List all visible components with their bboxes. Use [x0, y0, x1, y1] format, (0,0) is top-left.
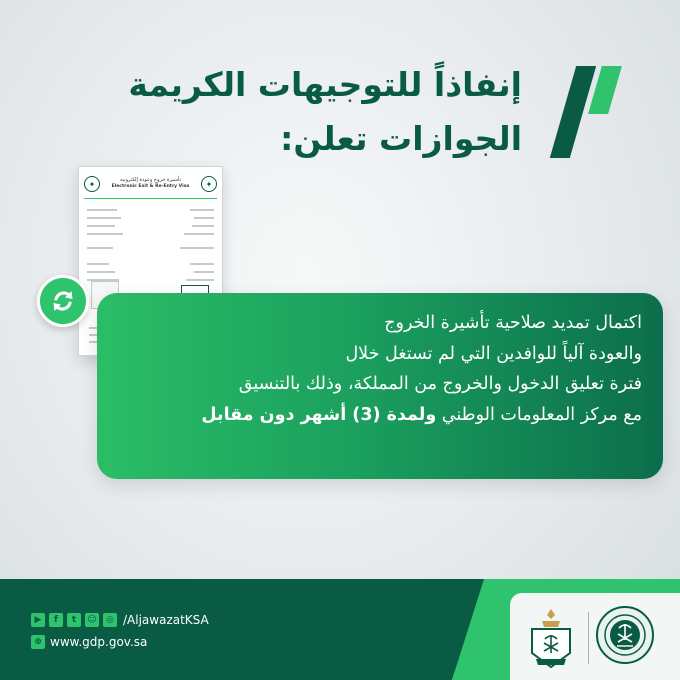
twitter-icon[interactable]: t	[67, 613, 81, 627]
palm-swords-icon: ✦	[84, 176, 100, 192]
message-line-2: والعودة آلياً للوافدين التي لم تستغل خلال	[345, 343, 642, 364]
emblem-icon: ✦	[201, 176, 217, 192]
message-line-3: فترة تعليق الدخول والخروج من المملكة، وذلك بالتنسيق	[238, 374, 642, 394]
jawazat-logo	[522, 607, 580, 673]
message-line-4-bold: ولمدة (3) أشهر دون مقابل	[201, 404, 437, 425]
refresh-icon	[37, 275, 89, 327]
logo-divider	[588, 612, 589, 664]
message-line-4	[142, 400, 642, 431]
social-links	[31, 612, 209, 628]
youtube-icon[interactable]: ▶	[31, 613, 45, 627]
instagram-icon[interactable]: ◎	[103, 613, 117, 627]
headline-line-2: الجوازات تعلن:	[280, 119, 522, 158]
globe-icon: ⊕	[31, 635, 45, 649]
website-row	[31, 634, 147, 650]
snapchat-icon[interactable]: ☺	[85, 613, 99, 627]
message-text	[142, 308, 642, 430]
message-line-1: اكتمال تمديد صلاحية تأشيرة الخروج	[384, 313, 642, 333]
visa-title-ar: تأشيرة خروج وعودة إلكترونية	[119, 177, 181, 184]
facebook-icon[interactable]: f	[49, 613, 63, 627]
visa-header	[79, 171, 222, 197]
visa-separator	[84, 198, 217, 199]
ministry-emblem	[596, 606, 654, 664]
footer-band	[0, 579, 486, 680]
headline	[92, 58, 522, 166]
message-line-4-regular: مع مركز المعلومات الوطني	[441, 404, 642, 425]
headline-line-1: إنفاذاً للتوجيهات الكريمة	[128, 65, 522, 104]
visa-title-en: Electronic Exit & Re-Entry Visa	[111, 184, 190, 190]
website-link[interactable]: www.gdp.gov.sa	[50, 635, 148, 649]
social-handle[interactable]: /AljawazatKSA	[123, 613, 209, 627]
